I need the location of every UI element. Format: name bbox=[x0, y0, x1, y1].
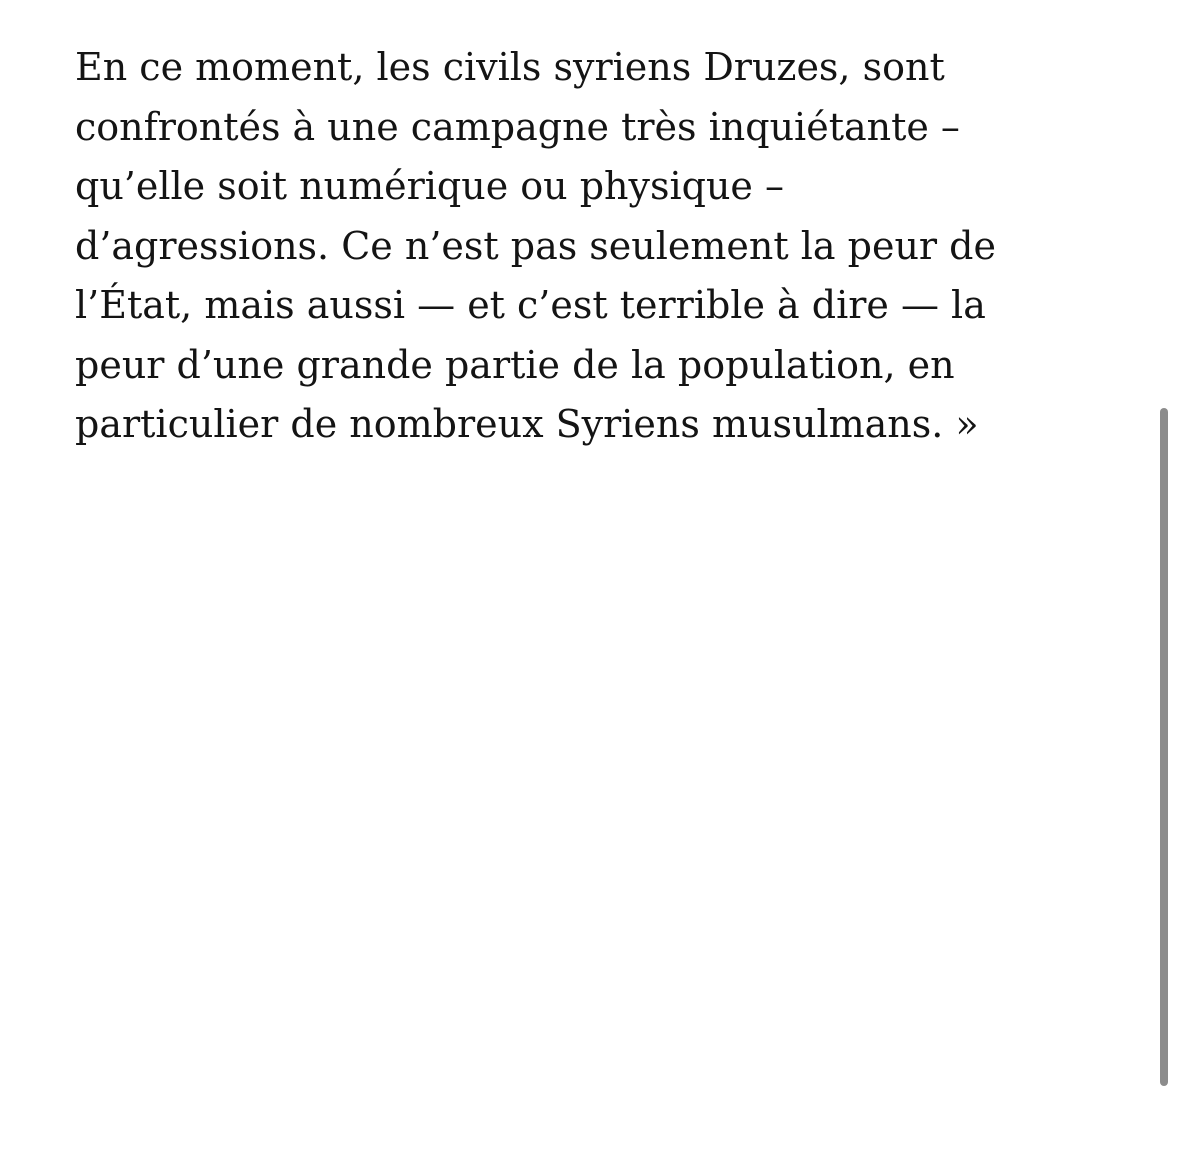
text-line: En ce moment, les civils syriens Druzes, sont bbox=[75, 45, 945, 89]
text-line: qu’elle soit numérique ou physique – bbox=[75, 164, 784, 208]
vertical-scrollbar[interactable] bbox=[1156, 400, 1172, 1090]
paragraph bbox=[75, 38, 1135, 455]
text-line: d’agressions. Ce n’est pas seulement la peur de bbox=[75, 223, 996, 268]
text-line: l’État, mais aussi — et c’est terrible à dire — la bbox=[75, 283, 986, 327]
text-line: particulier de nombreux Syriens musulmans. » bbox=[75, 402, 979, 446]
text-line: confrontés à une campagne très inquiétante – bbox=[75, 104, 960, 149]
text-line: peur d’une grande partie de la population, en bbox=[75, 342, 955, 387]
scrollbar-thumb[interactable] bbox=[1160, 408, 1168, 1086]
